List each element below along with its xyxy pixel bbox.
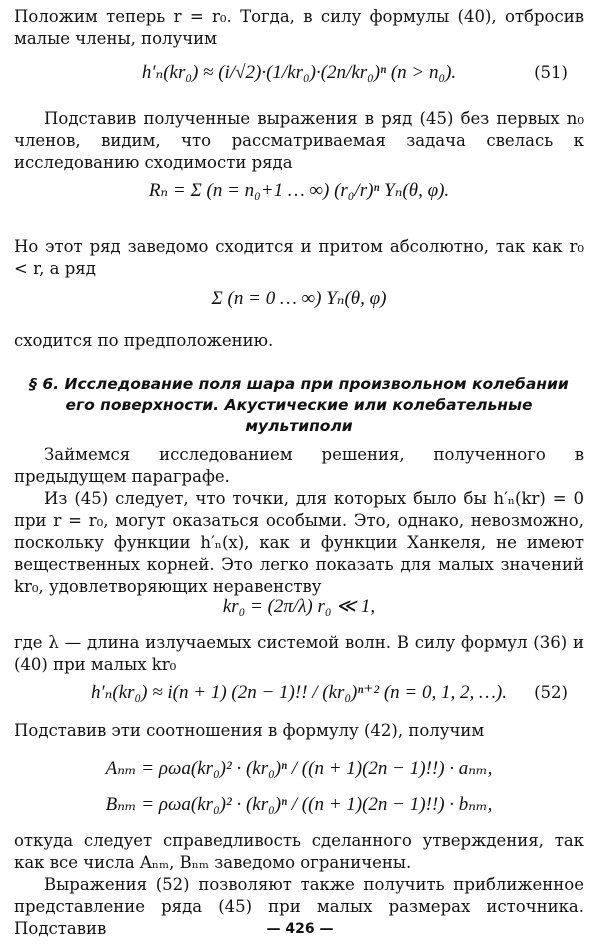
paragraph-assumption: сходится по предположению. (14, 331, 274, 350)
equation-52 (14, 682, 584, 704)
equation-inequality (14, 596, 584, 618)
equation-B (14, 794, 584, 816)
equation-Rn-body: Rₙ = Σ (n = n₀+1 … ∞) (r₀/r)ⁿ Yₙ(θ, φ). (148, 180, 450, 201)
equation-51-body: h′ₙ(kr₀) ≈ (i/√2)·(1/kr₀)·(2n/kr₀)ⁿ (n > n₀). (141, 62, 457, 83)
equation-A-body: Aₙₘ = ρωa(kr₀)² · (kr₀)ⁿ / ((n + 1)(2n − 1)!!) · aₙₘ, (105, 758, 493, 779)
paragraph-intro: Положим теперь r = r₀. Тогда, в силу формулы (40), отбросив малые члены, получим (14, 7, 584, 48)
section-heading: § 6. Исследование поля шара при произвольном колебании его поверхности. Акустические или колебательные мультиполи (29, 375, 569, 435)
equation-series-body: Σ (n = 0 … ∞) Yₙ(θ, φ) (211, 288, 387, 309)
equation-B-body: Bₙₘ = ρωa(kr₀)² · (kr₀)ⁿ / ((n + 1)(2n − 1)!!) · bₙₘ, (105, 794, 493, 815)
paragraph-substitution: Подставив полученные выражения в ряд (45) без первых n₀ членов, видим, что рассматриваемая задача свелась к исследованию сходимости ряда (14, 109, 584, 172)
paragraph-singular-points: Из (45) следует, что точки, для которых было бы h′ₙ(kr) = 0 при r = r₀, могут оказаться особыми. Это, однако, невозможно, поскольку функции h′ₙ(x), как и функции Ханкеля, не имеют вещественных корней. Это легко показать для малых значений kr₀, удовлетворяющих неравенству (14, 489, 584, 596)
equation-A (14, 758, 584, 780)
paragraph-wavelength: где λ — длина излучаемых системой волн. В силу формул (36) и (40) при малых kr₀ (14, 633, 584, 674)
paragraph-bounded: откуда следует справедливость сделанного утверждения, так как все числа Aₙₘ, Bₙₘ заведомо ограничены. (14, 831, 584, 872)
page-number: — 426 — (266, 921, 334, 937)
paragraph-approximation: Выражения (52) позволяют также получить приближенное представление ряда (45) при малых размерах источника. Подставив (14, 875, 584, 938)
equation-series (14, 288, 584, 310)
paragraph-convergence: Но этот ряд заведомо сходится и притом абсолютно, так как r₀ < r, а ряд (14, 237, 584, 278)
equation-Rn (14, 180, 584, 202)
equation-52-body: h′ₙ(kr₀) ≈ i(n + 1) (2n − 1)!! / (kr₀)ⁿ⁺² (n = 0, 1, 2, …). (91, 682, 507, 703)
equation-51 (14, 62, 584, 84)
equation-52-number: (52) (534, 683, 568, 702)
equation-inequality-body: kr₀ = (2π/λ) r₀ ≪ 1, (222, 596, 376, 617)
paragraph-study: Займемся исследованием решения, полученного в предыдущем параграфе. (14, 445, 584, 486)
paragraph-formula-42: Подставив эти соотношения в формулу (42), получим (14, 721, 485, 740)
equation-51-number: (51) (534, 63, 568, 82)
